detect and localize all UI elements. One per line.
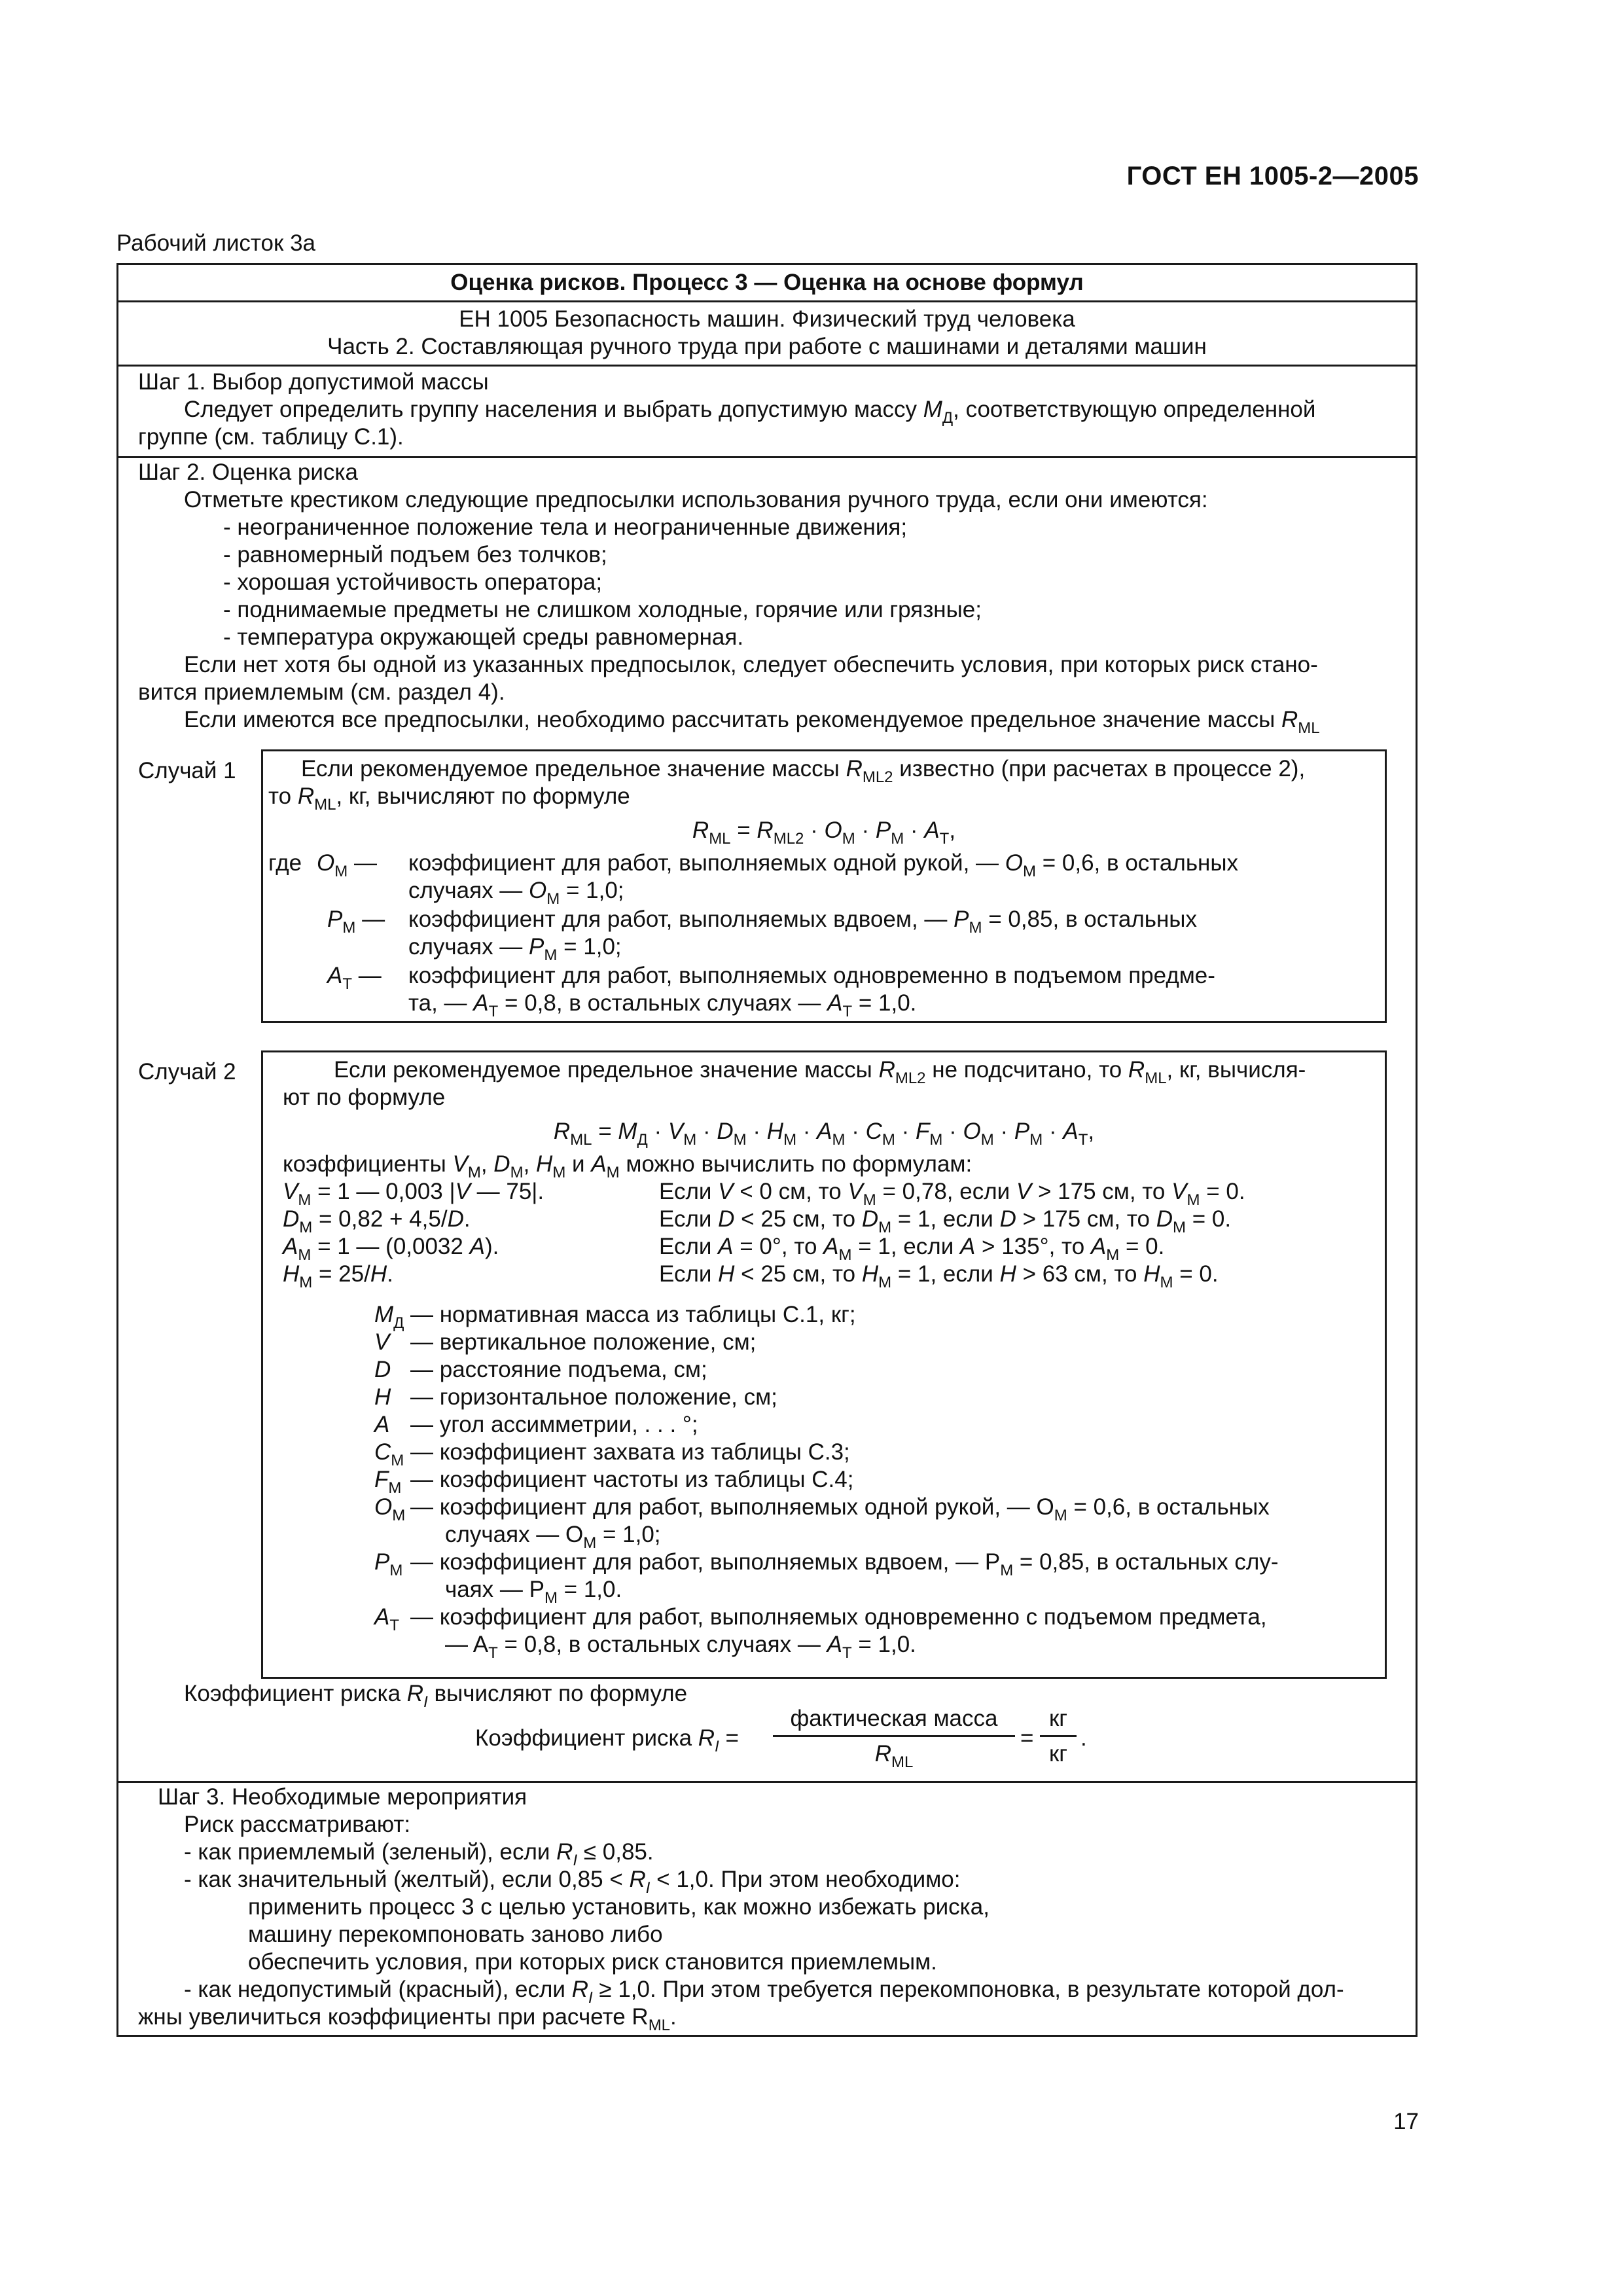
step2-ifnot-cont: вится приемлемым (см. раздел 4).	[138, 679, 505, 705]
legend-cm-text: — коэффициент захвата из таблицы С.3;	[410, 1439, 850, 1465]
dm-condition: Если D < 25 см, то $D_М = 1$, если D > 175 см, то $D_М = 0$.	[659, 1206, 1232, 1236]
step1-text-cont: группе (см. таблицу С.1).	[138, 424, 404, 450]
legend-pm-text-cont: чаях — $P_М = 1,0$.	[445, 1577, 622, 1607]
worksheet-label: Рабочий листок 3а	[116, 230, 315, 256]
legend-cm: $C_М$	[374, 1439, 404, 1469]
where-label: где	[268, 850, 302, 876]
legend-fm: $F_М$	[374, 1467, 402, 1497]
divider	[118, 1781, 1416, 1783]
pm-definition-cont: случаях — $P_М = 1,0$;	[408, 934, 622, 964]
standard-title: ЕН 1005 Безопасность машин. Физический труд человека	[459, 306, 1075, 332]
legend-fm-text: — коэффициент частоты из таблицы С.4;	[410, 1467, 854, 1492]
case1-text: Если рекомендуемое предельное значение массы $R_{ML2}$ известно (при расчетах в процессе 2),	[301, 756, 1306, 786]
legend-a-text: — угол ассимметрии, . . . °;	[410, 1412, 698, 1437]
vm-formula: $V_М = 1$ — 0,003 |V — 75|.	[283, 1179, 544, 1209]
hm-formula: $H_М = 25/H$.	[283, 1261, 393, 1291]
legend-pm-text: — коэффициент для работ, выполняемых вдвоем, — $P_М = 0,85$, в остальных слу-	[410, 1549, 1279, 1579]
case1-formula: $R_{ML} = R_{ML2} \cdot O_М \cdot P_М \cdot A_Т$,	[692, 817, 956, 848]
om-definition: коэффициент для работ, выполняемых одной рукой, — $O_М = 0,6$, в остальных	[408, 850, 1239, 880]
case2-text-cont: ют по формуле	[283, 1085, 446, 1110]
legend-at-text: — коэффициент для работ, выполняемых одновременно с подъемом предмета,	[410, 1604, 1267, 1630]
case2-formula: $R_{ML} = M_Д \cdot V_М \cdot D_М \cdot H_М \cdot A_М \cdot C_М \cdot F_М \cdot O_М \cdot P_М \cdot A_Т$,	[553, 1119, 1095, 1149]
at-definition-cont: та, — $A_Т = 0,8$, в остальных случаях — $A_Т = 1,0$.	[408, 990, 917, 1020]
legend-d-text: — расстояние подъема, см;	[410, 1357, 707, 1382]
legend-om-text-cont: случаях — $O_М = 1,0$;	[445, 1522, 661, 1552]
condition-item: - равномерный подъем без толчков;	[223, 542, 607, 567]
risk-intro: Коэффициент риска $R_I$ вычисляют по формуле	[184, 1681, 688, 1711]
step3-heading: Шаг 3. Необходимые мероприятия	[158, 1784, 527, 1810]
case2-label: Случай 2	[138, 1059, 236, 1085]
legend-h: H	[374, 1384, 391, 1410]
condition-item: - температура окружающей среды равномерная.	[223, 624, 744, 650]
unit-denominator: кг	[1048, 1741, 1068, 1767]
legend-md-text: — нормативная масса из таблицы С.1, кг;	[410, 1302, 856, 1327]
hm-condition: Если H < 25 см, то $H_М = 1$, если H > 63 см, то $H_М = 0$.	[659, 1261, 1219, 1291]
step3-intro: Риск рассматривают:	[184, 1812, 411, 1837]
symbol-at: $A_Т$ —	[327, 963, 382, 993]
am-condition: Если A = 0°, то $A_М = 1$, если A > 135°, то $A_М = 0$.	[659, 1234, 1165, 1264]
period: .	[1080, 1725, 1087, 1751]
step2-intro: Отметьте крестиком следующие предпосылки использования ручного труда, если они имеются:	[184, 487, 1208, 512]
worksheet-table	[116, 263, 1418, 2037]
coefficients-intro: коэффициенты $V_М$, $D_М$, $H_М$ и $A_М$ можно вычислить по формулам:	[283, 1151, 972, 1181]
risk-red: - как недопустимый (красный), если $R_I \ge 1,0$. При этом требуется перекомпоновка, в результате которой дол-	[184, 1977, 1344, 2007]
case1-label: Случай 1	[138, 758, 236, 783]
risk-label: Коэффициент риска $R_I$ =	[475, 1725, 739, 1755]
legend-a: A	[374, 1412, 390, 1437]
symbol-om: $O_М$ —	[317, 850, 377, 880]
divider	[118, 365, 1416, 367]
step1-heading: Шаг 1. Выбор допустимой массы	[138, 369, 489, 395]
condition-item: - неограниченное положение тела и неограниченные движения;	[223, 514, 908, 540]
case2-box	[261, 1050, 1387, 1679]
case1-box	[261, 749, 1387, 1023]
at-definition: коэффициент для работ, выполняемых одновременно в подъемом предме-	[408, 963, 1215, 988]
divider	[118, 300, 1416, 302]
action-item: применить процесс 3 с целью установить, как можно избежать риска,	[248, 1894, 990, 1920]
step2-ifnot: Если нет хотя бы одной из указанных предпосылок, следует обеспечить условия, при которых риск стано-	[184, 652, 1318, 677]
action-item: обеспечить условия, при которых риск становится приемлемым.	[248, 1949, 937, 1975]
equals-sign: =	[1020, 1725, 1034, 1751]
condition-item: - поднимаемые предметы не слишком холодные, горячие или грязные;	[223, 597, 982, 622]
legend-at: $A_Т$	[374, 1604, 400, 1634]
fraction-line	[773, 1735, 1015, 1737]
legend-md: $M_Д$	[374, 1302, 404, 1332]
symbol-pm: $P_М$ —	[327, 906, 385, 937]
fraction-numerator: фактическая масса	[790, 1706, 998, 1731]
action-item: машину перекомпоновать заново либо	[248, 1922, 663, 1947]
legend-v: V	[374, 1329, 390, 1355]
step2-heading: Шаг 2. Оценка риска	[138, 459, 358, 485]
legend-pm: $P_М$	[374, 1549, 403, 1579]
am-formula: $A_М = 1$ — (0,0032 A).	[283, 1234, 499, 1264]
legend-h-text: — горизонтальное положение, см;	[410, 1384, 777, 1410]
legend-v-text: — вертикальное положение, см;	[410, 1329, 757, 1355]
page-number: 17	[1393, 2109, 1419, 2134]
condition-item: - хорошая устойчивость оператора;	[223, 569, 603, 595]
risk-green: - как приемлемый (зеленый), если $R_I \le 0,85$.	[184, 1839, 654, 1869]
fraction-denominator: $R_{ML}$	[874, 1741, 914, 1771]
unit-numerator: кг	[1048, 1706, 1068, 1731]
standard-number: ГОСТ ЕН 1005-2—2005	[1126, 162, 1419, 190]
case2-text: Если рекомендуемое предельное значение массы $R_{ML2}$ не подсчитано, то $R_{ML}$, кг, вычисля-	[334, 1057, 1306, 1087]
dm-formula: $D_М = 0,82 + 4,5/D$.	[283, 1206, 471, 1236]
legend-d: D	[374, 1357, 391, 1382]
step2-ifall: Если имеются все предпосылки, необходимо рассчитать рекомендуемое предельное значение массы $R_{ML}$	[184, 707, 1320, 737]
om-definition-cont: случаях — $O_М = 1,0$;	[408, 878, 624, 908]
risk-red-cont: жны увеличиться коэффициенты при расчете $R_{ML}$.	[138, 2004, 677, 2034]
risk-yellow: - как значительный (желтый), если $0,85 < R_I < 1,0$. При этом необходимо:	[184, 1867, 961, 1897]
legend-at-text-cont: — $A_Т = 0,8$, в остальных случаях — $A_Т = 1,0$.	[445, 1632, 916, 1662]
worksheet-title: Оценка рисков. Процесс 3 — Оценка на основе формул	[450, 270, 1084, 295]
divider	[118, 456, 1416, 458]
step1-text: Следует определить группу населения и выбрать допустимую массу $M_Д$, соответствующую определенной	[184, 397, 1316, 427]
pm-definition: коэффициент для работ, выполняемых вдвоем, — $P_М = 0,85$, в остальных	[408, 906, 1197, 937]
vm-condition: Если V < 0 см, то $V_М = 0,78$, если V > 175 см, то $V_М = 0$.	[659, 1179, 1245, 1209]
standard-part-title: Часть 2. Составляющая ручного труда при работе с машинами и деталями машин	[327, 334, 1207, 359]
legend-om-text: — коэффициент для работ, выполняемых одной рукой, — $O_М = 0,6$, в остальных	[410, 1494, 1270, 1524]
legend-om: $O_М$	[374, 1494, 406, 1524]
unit-line	[1040, 1735, 1077, 1737]
case1-text-cont: то $R_{ML}$, кг, вычисляют по формуле	[268, 783, 630, 814]
